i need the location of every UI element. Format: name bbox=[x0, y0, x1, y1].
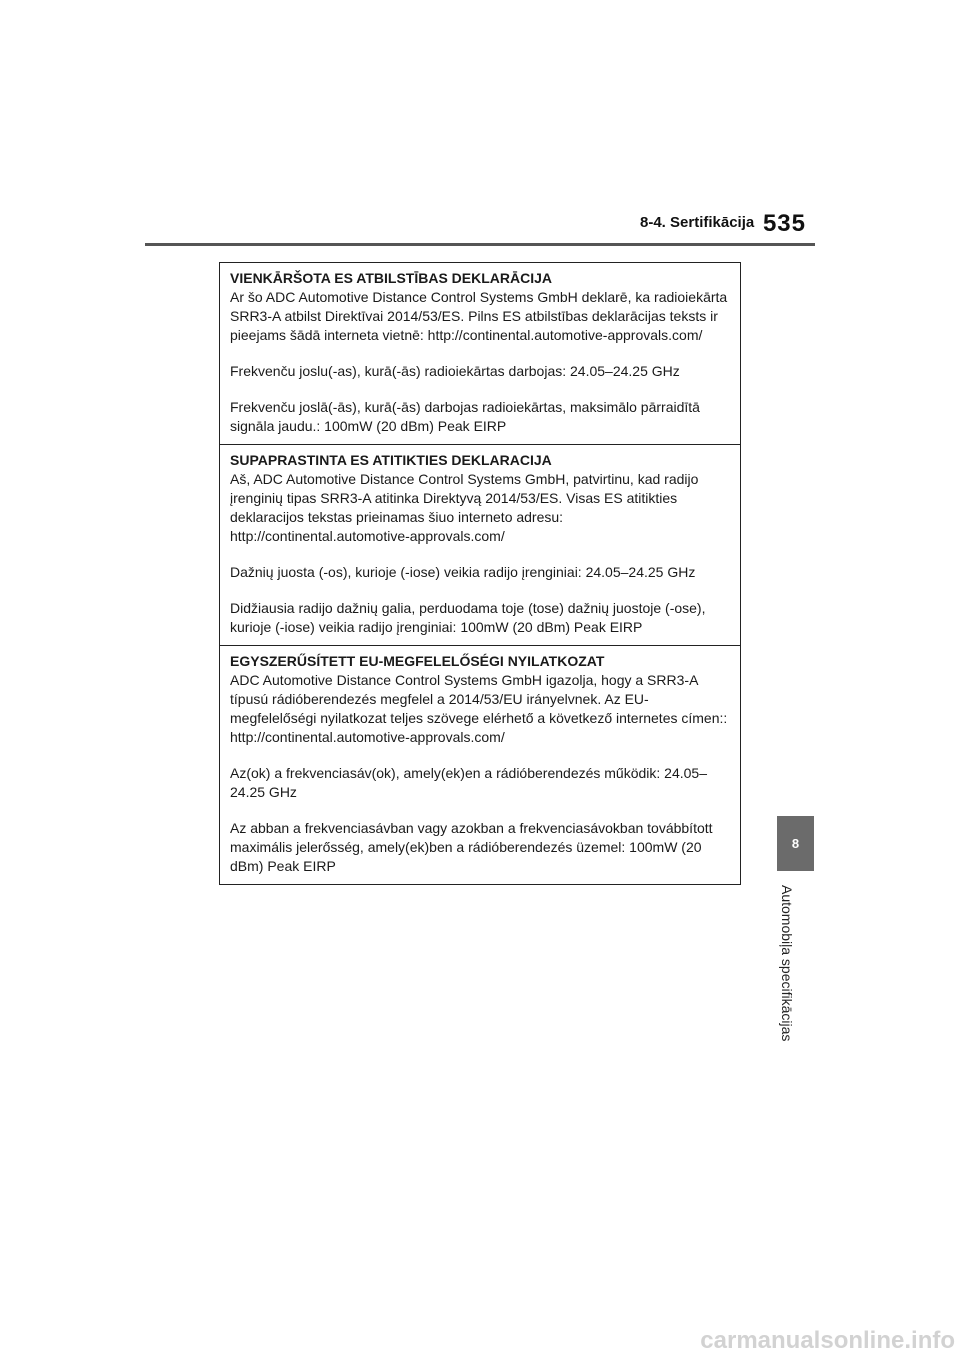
frequency-band: Dažnių juosta (-os), kurioje (-iose) veikia radijo įrenginiai: 24.05–24.25 GHz bbox=[230, 564, 696, 580]
watermark: carmanualsonline.info bbox=[700, 1327, 955, 1354]
declarations-table bbox=[219, 262, 741, 885]
header-divider bbox=[145, 243, 815, 246]
chapter-title-vertical: Automobiļa specifikācijas bbox=[779, 885, 795, 1042]
chapter-tab bbox=[777, 816, 814, 871]
declaration-lithuanian bbox=[220, 445, 740, 646]
section-title: 8-4. Sertifikācija bbox=[640, 214, 755, 231]
max-power: Az abban a frekvenciasávban vagy azokban a frekvenciasávokban továbbított maximális jelerősség, amely(ek)ben a rádióberendezés üzemel: 100mW (20 dBm) Peak EIRP bbox=[230, 820, 713, 874]
frequency-band: Frekvenču joslu(-as), kurā(-ās) radioiekārtas darbojas: 24.05–24.25 GHz bbox=[230, 363, 680, 379]
declaration-title: EGYSZERŰSÍTETT EU-MEGFELELŐSÉGI NYILATKOZAT bbox=[230, 653, 605, 669]
declaration-statement: Aš, ADC Automotive Distance Control Systems GmbH, patvirtinu, kad radijo įrenginių tipas SRR3-A atitinka Direktyvą 2014/53/ES. Visas ES atitikties deklaracijos tekstas prieinamas šiuo interneto adresu: http://continental.automotive-approvals.com/ bbox=[230, 471, 699, 544]
declaration-statement: Ar šo ADC Automotive Distance Control Systems GmbH deklarē, ka radioiekārta SRR3-A atbilst Direktīvai 2014/53/ES. Pilns ES atbilstības deklarācijas teksts ir pieejams šādā interneta vietnē: http://continental.automotive-approvals.com/ bbox=[230, 289, 728, 343]
chapter-number: 8 bbox=[791, 836, 800, 851]
max-power: Didžiausia radijo dažnių galia, perduodama toje (tose) dažnių juostoje (-ose), kurioje (-iose) veikia radijo įrenginiai: 100mW (20 dBm) Peak EIRP bbox=[230, 600, 706, 635]
declaration-statement: ADC Automotive Distance Control Systems GmbH igazolja, hogy a SRR3-A típusú rádióberendezés megfelel a 2014/53/EU irányelvnek. Az EU-megfelelőségi nyilatkozat teljes szövege elérhető a következő internetes címen:: http://continental.automotive-approvals.com/ bbox=[230, 672, 728, 745]
max-power: Frekvenču joslā(-ās), kurā(-ās) darbojas radioiekārtas, maksimālo pārraidītā signāla jaudu.: 100mW (20 dBm) Peak EIRP bbox=[230, 399, 700, 434]
frequency-band: Az(ok) a frekvenciasáv(ok), amely(ek)en a rádióberendezés működik: 24.05–24.25 GHz bbox=[230, 765, 708, 800]
declaration-title: VIENKĀRŠOTA ES ATBILSTĪBAS DEKLARĀCIJA bbox=[230, 270, 553, 286]
declaration-latvian bbox=[220, 263, 740, 445]
page-number: 535 bbox=[762, 210, 806, 237]
declaration-hungarian bbox=[220, 646, 740, 884]
declaration-title: SUPAPRASTINTA ES ATITIKTIES DEKLARACIJA bbox=[230, 452, 552, 468]
